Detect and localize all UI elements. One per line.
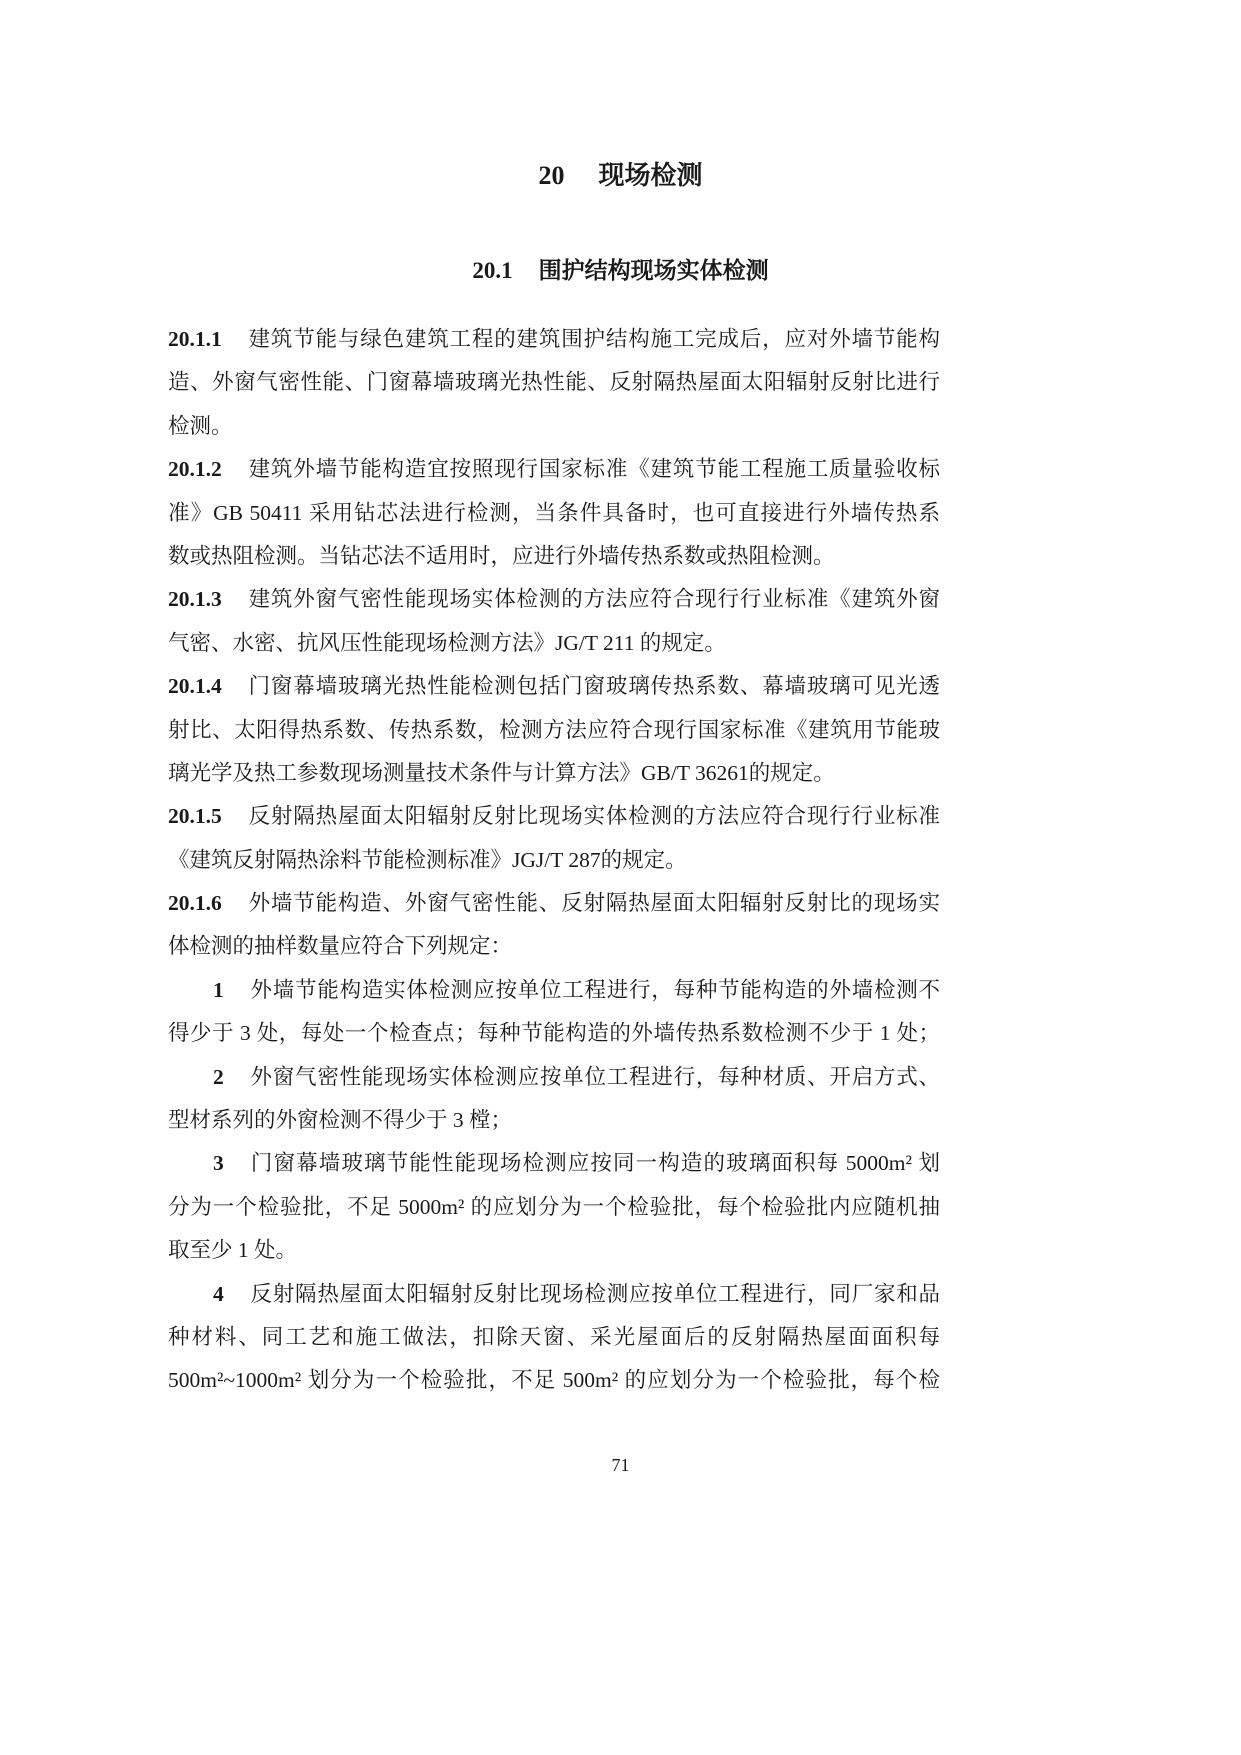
- line-text: 门窗幕墙玻璃节能性能现场检测应按同一构造的玻璃面积每 5000m² 划: [249, 1151, 940, 1176]
- chapter-number: 20: [538, 161, 565, 190]
- section-heading: [0, 252, 1241, 285]
- line-text: 门窗幕墙玻璃光热性能检测包括门窗玻璃传热系数、幕墙玻璃可见光透: [247, 674, 940, 699]
- clause-number: 20.1.6: [168, 891, 222, 916]
- text-line: [168, 1012, 940, 1055]
- line-text: 外墙节能构造实体检测应按单位工程进行，每种节能构造的外墙检测不: [249, 977, 940, 1002]
- clause-line: [168, 1142, 940, 1185]
- text-line: [168, 752, 940, 795]
- text-line: [168, 535, 940, 578]
- clause-line: [168, 318, 940, 361]
- text-line: [168, 1229, 940, 1272]
- text-line: [168, 925, 940, 968]
- line-text: 外窗气密性能现场实体检测应按单位工程进行，每种材质、开启方式、: [249, 1064, 940, 1089]
- clause-number: 20.1.1: [168, 327, 222, 351]
- text-line: [168, 622, 940, 665]
- text-line: [168, 1359, 940, 1402]
- clause-number: 20.1.5: [168, 804, 222, 829]
- line-text: 检测。: [168, 413, 233, 438]
- clause-number: 1: [213, 977, 224, 1002]
- clause-number: 20.1.2: [168, 457, 222, 482]
- clause-line: [168, 1056, 940, 1099]
- line-text: 建筑节能与绿色建筑工程的建筑围护结构施工完成后，应对外墙节能构: [247, 327, 940, 351]
- text-line: [168, 709, 940, 752]
- chapter-title: [0, 155, 1241, 192]
- clause-line: [168, 882, 940, 925]
- page-number: 71: [611, 1455, 630, 1475]
- line-text: 建筑外窗气密性能现场实体检测的方法应符合现行行业标准《建筑外窗: [247, 587, 940, 612]
- text-line: [168, 1186, 940, 1229]
- chapter-title-text: 现场检测: [598, 161, 703, 191]
- text-line: [168, 361, 940, 404]
- line-text: 建筑外墙节能构造宜按照现行国家标准《建筑节能工程施工质量验收标: [247, 457, 940, 482]
- line-text: 射比、太阳得热系数、传热系数，检测方法应符合现行国家标准《建筑用节能玻: [168, 717, 940, 742]
- line-text: 反射隔热屋面太阳辐射反射比现场实体检测的方法应符合现行行业标准: [247, 804, 940, 829]
- clause-number: 3: [213, 1151, 224, 1176]
- line-text: 反射隔热屋面太阳辐射反射比现场检测应按单位工程进行，同厂家和品: [249, 1281, 940, 1306]
- clause-line: [168, 578, 940, 621]
- clause-line: [168, 448, 940, 491]
- body-text: [168, 318, 940, 1403]
- line-text: 造、外窗气密性能、门窗幕墙玻璃光热性能、反射隔热屋面太阳辐射反射比进行: [168, 370, 940, 395]
- clause-number: 20.1.4: [168, 674, 222, 699]
- line-text: 得少于 3 处，每处一个检查点；每种节能构造的外墙传热系数检测不少于 1 处；: [168, 1021, 940, 1046]
- text-line: [168, 405, 940, 448]
- line-text: 《建筑反射隔热涂料节能检测标准》JGJ/T 287的规定。: [168, 847, 687, 872]
- line-text: 种材料、同工艺和施工做法，扣除天窗、采光屋面后的反射隔热屋面面积每: [168, 1324, 940, 1349]
- text-line: [168, 839, 940, 882]
- clause-number: 4: [213, 1281, 224, 1306]
- line-text: 数或热阻检测。当钻芯法不适用时，应进行外墙传热系数或热阻检测。: [168, 543, 835, 568]
- text-line: [168, 1316, 940, 1359]
- line-text: 体检测的抽样数量应符合下列规定：: [168, 934, 513, 959]
- clause-line: [168, 969, 940, 1012]
- clause-number: 20.1.3: [168, 587, 222, 612]
- text-line: [168, 1099, 940, 1142]
- text-line: [168, 492, 940, 535]
- clause-line: [168, 665, 940, 708]
- line-text: 气密、水密、抗风压性能现场检测方法》JG/T 211 的规定。: [168, 630, 726, 655]
- section-title-text: 围护结构现场实体检测: [538, 258, 769, 284]
- line-text: 外墙节能构造、外窗气密性能、反射隔热屋面太阳辐射反射比的现场实: [247, 891, 940, 916]
- clause-number: 2: [213, 1064, 224, 1089]
- clause-line: [168, 795, 940, 838]
- line-text: 取至少 1 处。: [168, 1238, 298, 1263]
- line-text: 型材系列的外窗检测不得少于 3 樘；: [168, 1108, 513, 1133]
- section-number: 20.1: [472, 258, 513, 283]
- clause-line: [168, 1273, 940, 1316]
- line-text: 璃光学及热工参数现场测量技术条件与计算方法》GB/T 36261的规定。: [168, 760, 835, 785]
- line-text: 分为一个检验批，不足 5000m² 的应划分为一个检验批，每个检验批内应随机抽: [168, 1194, 940, 1219]
- line-text: 准》GB 50411 采用钻芯法进行检测，当条件具备时，也可直接进行外墙传热系: [168, 500, 940, 525]
- line-text: 500m²~1000m² 划分为一个检验批，不足 500m² 的应划分为一个检验批，每个检: [168, 1368, 940, 1393]
